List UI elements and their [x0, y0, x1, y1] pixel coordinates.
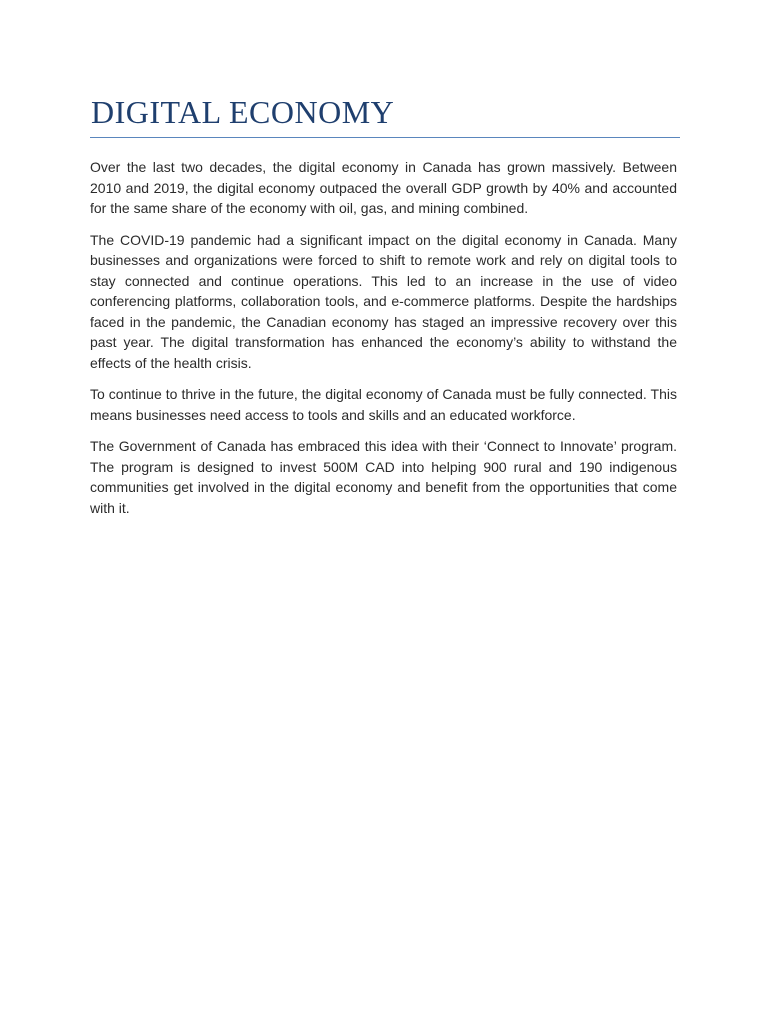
paragraph-future: To continue to thrive in the future, the digital economy of Canada must be fully connected. This means businesses need access to tools and skills and an educated workforce. [90, 386, 677, 423]
page-title: DIGITAL ECONOMY [91, 94, 395, 130]
paragraph-covid-impact: The COVID-19 pandemic had a significant impact on the digital economy in Canada. Many businesses and organizations were forced to shift to remote work and rely on digital tools to stay connected and continue operations. This led to an increase in the use of video conferencing platforms, collaboration tools, and e-commerce platforms. Despite the hardships faced in the pandemic, the Canadian economy has staged an impressive recovery over this past year. The digital transformation has enhanced the economy’s ability to withstand the effects of the health crisis. [90, 231, 677, 371]
paragraph-government-program: The Government of Canada has embraced this idea with their ‘Connect to Innovate’ program. The program is designed to invest 500M CAD into helping 900 rural and 190 indigenous communities get involved in the digital economy and benefit from the opportunities that come with it. [90, 438, 677, 516]
document-body [90, 157, 677, 529]
paragraph-growth: Over the last two decades, the digital economy in Canada has grown massively. Between 2010 and 2019, the digital economy outpaced the overall GDP growth by 40% and accounted for the same share of the economy with oil, gas, and mining combined. [90, 159, 677, 216]
title-underline [90, 137, 680, 138]
